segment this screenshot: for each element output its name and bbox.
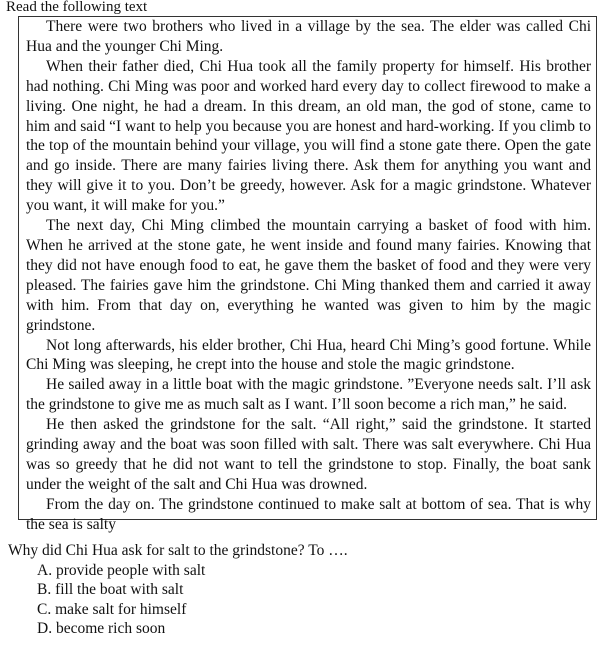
passage-paragraph-5: He sailed away in a little boat with the magic grindstone. ”Everyone needs salt. I’ll ask the grindstone to give me as much salt as I want. I’ll soon become a rich man,” he said. (26, 376, 591, 414)
passage-paragraph-6: He then asked the grindstone for the salt. “All right,” said the grindstone. It started grinding away and the boat was soon filled with salt. There was salt everywhere. Chi Hua was so greedy that he did not want to tell the grindstone to stop. Finally, the boat sank under the weight of the salt and Chi Hua was drowned. (26, 416, 591, 493)
question-block (8, 541, 608, 639)
passage-paragraph-1: There were two brothers who lived in a village by the sea. The elder was called Chi Hua and the younger Chi Ming. (26, 18, 591, 55)
passage-paragraph-3: The next day, Chi Ming climbed the mountain carrying a basket of food with him. When he arrived at the stone gate, he went inside and found many fairies. Knowing that they did not have enough food to eat, he gave them the basket of food and they were very pleased. The fairies gave him the grindstone. Chi Ming thanked them and carried it away with him. From that day on, everything he wanted was given to him by the magic grindstone. (26, 217, 591, 334)
answer-options (8, 561, 608, 639)
passage-paragraph-7: From the day on. The grindstone continued to make salt at bottom of sea. That is why the sea is salty (26, 495, 591, 533)
question-text: Why did Chi Hua ask for salt to the grindstone? To …. (8, 542, 348, 559)
passage-paragraph-2: When their father died, Chi Hua took all the family property for himself. His brother had nothing. Chi Ming was poor and worked hard every day to collect firewood to make a living. One night, he had a dream. In this dream, an old man, the god of stone, came to him and said “I want to help you because you are honest and hard-working. If you climb to the top of the mountain behind your village, you will find a stone gate there. Open the gate and go inside. There are many fairies living there. Ask them for anything you want and they will give it to you. Don’t be greedy, however. Ask for a magic grindstone. Whatever you want, it will make for you.” (26, 57, 591, 215)
passage-box (18, 16, 597, 533)
option-a[interactable]: A. provide people with salt (37, 561, 206, 579)
instruction-text: Read the following text (6, 0, 148, 15)
option-d[interactable]: D. become rich soon (37, 620, 166, 637)
option-b[interactable]: B. fill the boat with salt (37, 581, 184, 598)
option-c[interactable]: C. make salt for himself (37, 600, 187, 618)
passage-paragraph-4: Not long afterwards, his elder brother, Chi Hua, heard Chi Ming’s good fortune. While Chi Ming was sleeping, he crept into the house and stole the magic grindstone. (26, 336, 591, 374)
